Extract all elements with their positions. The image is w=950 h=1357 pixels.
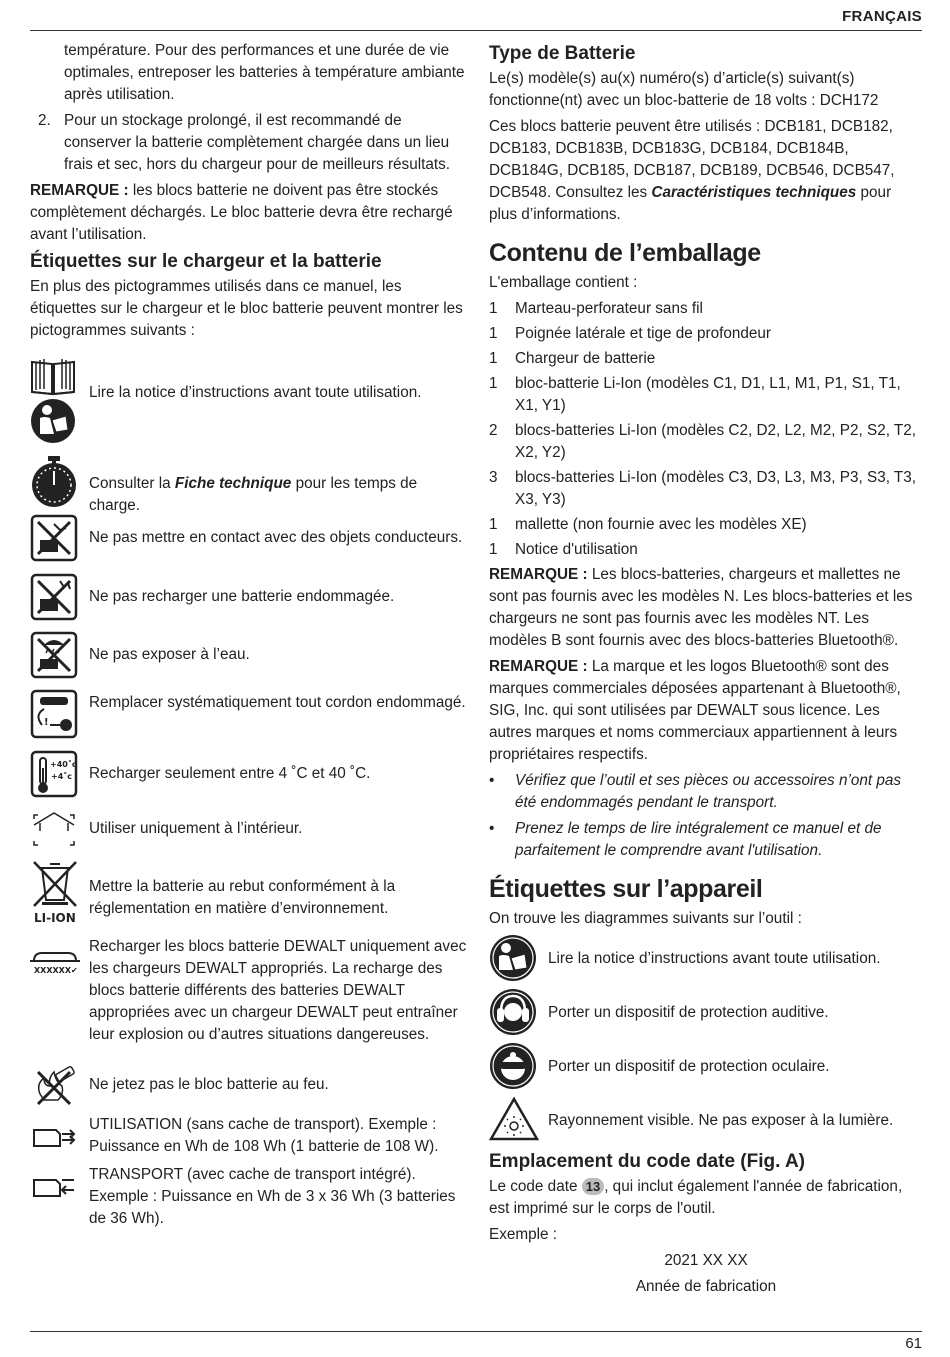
tool-label-read: Lire la notice d’instructions avant toute utilisation. bbox=[489, 934, 923, 984]
list-item-text: Pour un stockage prolongé, il est recommandé de conserver la batterie complètement chargée dans un lieu frais et sec, hors du chargeur pour de meilleurs résultats. bbox=[64, 112, 450, 173]
example-label: Exemple : bbox=[489, 1226, 558, 1243]
recycle-bin-icon bbox=[30, 858, 78, 928]
damaged-battery-icon bbox=[30, 573, 78, 621]
datasheet-emphasis: Fiche technique bbox=[174, 475, 292, 492]
pictogram-text: Ne pas recharger une batterie endommagée. bbox=[89, 588, 395, 605]
eye-protection-icon bbox=[489, 1042, 539, 1092]
date-code-heading: Emplacement du code date (Fig. A) bbox=[489, 1151, 806, 1172]
labels-intro: En plus des pictogrammes utilisés dans ce manuel, les étiquettes sur le chargeur et le bloc batterie peuvent montrer les pictogrammes suivants : bbox=[30, 278, 463, 339]
remark-paragraph: REMARQUE : La marque et les logos Bluetooth® sont des marques commerciales déposées appartenant à Bluetooth®, SIG, Inc. qui sont utilisées par DEWALT sous licence. Les autres marques et noms commerciaux appartiennent à leurs propriétaires respectifs. bbox=[489, 658, 901, 763]
model-code-label: XXXXXX✔ bbox=[34, 966, 78, 975]
list-item: 1 Chargeur de batterie bbox=[489, 350, 656, 367]
temp-high-label: +40˚c bbox=[50, 760, 77, 769]
list-item: 1 Notice d'utilisation bbox=[489, 541, 638, 558]
pictogram-text: Remplacer systématiquement tout cordon endommagé. bbox=[89, 694, 466, 711]
temp-low-label: +4˚c bbox=[51, 772, 73, 781]
svg-text:!: ! bbox=[44, 717, 49, 728]
contents-heading: Contenu de l’emballage bbox=[489, 239, 761, 267]
list-item-number: 2. bbox=[38, 112, 51, 129]
list-item: • Prenez le temps de lire intégralement ce manuel et de parfaitement le comprendre avant l'utilisation. bbox=[489, 820, 882, 859]
pictogram-text: Lire la notice d’instructions avant toute utilisation. bbox=[89, 384, 422, 401]
pictogram-text: Ne pas mettre en contact avec des objets conducteurs. bbox=[89, 529, 463, 546]
tool-label-radiation: Rayonnement visible. Ne pas exposer à la lumière. bbox=[489, 1096, 923, 1146]
right-column bbox=[489, 40, 923, 1302]
warning-bullets bbox=[489, 770, 923, 862]
pictogram-text: Recharger seulement entre 4 ˚C et 40 ˚C. bbox=[89, 765, 371, 782]
pictogram-text: UTILISATION (sans cache de transport). Exemple : Puissance en Wh de 108 Wh (1 batterie de 108 W). bbox=[89, 1116, 439, 1155]
list-item: 1 Poignée latérale et tige de profondeur bbox=[489, 325, 771, 342]
example-caption: Année de fabrication bbox=[635, 1278, 777, 1295]
usage-battery-icon bbox=[30, 1124, 78, 1150]
header-rule bbox=[30, 30, 922, 31]
battery-compat-paragraph: Ces blocs batterie peuvent être utilisés : DCB181, DCB182, DCB183, DCB183B, DCB183G, DCB184, DCB184B, DCB184G, DCB185, DCB187, DCB189, DCB546, DCB547, DCB548. Consultez les Caractéristiques techniques pour plus d’informations. bbox=[489, 118, 895, 223]
date-code-paragraph: Le code date 13 , qui inclut également l'année de fabrication, est imprimé sur le corps de l'outil. bbox=[489, 1178, 903, 1217]
ear-protection-icon bbox=[489, 988, 539, 1038]
left-column bbox=[30, 40, 466, 346]
list-item-text: température. Pour des performances et une durée de vie optimales, entreposer les batteries à température ambiante après utilisation. bbox=[64, 42, 465, 103]
list-item: 2 blocs-batteries Li-Ion (modèles C2, D2, L2, M2, P2, S2, T2, X2, Y2) bbox=[489, 422, 917, 461]
list-item: 1 bloc-batterie Li-Ion (modèles C1, D1, L1, M1, P1, S1, T1, X1, Y1) bbox=[489, 375, 901, 414]
charger-icon bbox=[30, 949, 78, 975]
list-item: 1 Marteau-perforateur sans fil bbox=[489, 300, 703, 317]
pictogram-text: Mettre la batterie au rebut conformément à la réglementation en matière d’environnement. bbox=[89, 878, 396, 917]
language-header: FRANÇAIS bbox=[842, 8, 922, 25]
specs-emphasis: Caractéristiques techniques bbox=[651, 184, 857, 201]
radiation-warning-icon bbox=[489, 1096, 539, 1146]
liion-label: LI-ION bbox=[34, 911, 76, 925]
pictogram-text: Ne jetez pas le bloc batterie au feu. bbox=[89, 1076, 329, 1093]
example-code: 2021 XX XX bbox=[664, 1252, 748, 1269]
read-instructions-icon bbox=[30, 398, 78, 444]
damaged-cord-icon bbox=[30, 689, 78, 739]
tool-label-eye: Porter un dispositif de protection oculaire. bbox=[489, 1042, 923, 1092]
book-icon bbox=[30, 356, 78, 396]
transport-battery-icon bbox=[30, 1174, 78, 1200]
list-item: 3 blocs-batteries Li-Ion (modèles C3, D3, L3, M3, P3, S3, T3, X3, Y3) bbox=[489, 469, 917, 508]
remark-text: les blocs batterie ne doivent pas être stockés complètement déchargés. Le bloc batterie devra être rechargé avant l’utilisation. bbox=[30, 182, 453, 243]
contents-list bbox=[489, 298, 923, 561]
labels-heading: Étiquettes sur le chargeur et la batterie bbox=[30, 251, 382, 272]
pictogram-text: Consulter la Fiche technique pour les temps de charge. bbox=[89, 475, 418, 514]
page-number: 61 bbox=[905, 1335, 922, 1352]
tool-labels-intro: On trouve les diagrammes suivants sur l’outil : bbox=[489, 910, 802, 927]
list-item bbox=[30, 40, 466, 106]
figure-callout-badge: 13 bbox=[582, 1178, 604, 1195]
tool-label-hearing: Porter un dispositif de protection auditive. bbox=[489, 988, 923, 1038]
battery-type-heading: Type de Batterie bbox=[489, 43, 636, 64]
list-item: • Vérifiez que l’outil et ses pièces ou accessoires n’ont pas été endommagés pendant le transport. bbox=[489, 772, 902, 811]
pictogram-text: TRANSPORT (avec cache de transport intégré). Exemple : Puissance en Wh de 3 x 36 Wh (3 batteries de 36 Wh). bbox=[89, 1166, 456, 1227]
remark-label: REMARQUE : bbox=[30, 182, 129, 199]
storage-list bbox=[30, 40, 466, 176]
remark-paragraph bbox=[30, 180, 466, 246]
pictogram-text: Ne pas exposer à l’eau. bbox=[89, 646, 250, 663]
thermometer-icon bbox=[30, 750, 78, 798]
no-water-icon bbox=[30, 631, 78, 679]
house-icon bbox=[30, 811, 78, 847]
no-conductive-icon bbox=[30, 514, 78, 562]
footer-rule bbox=[30, 1331, 922, 1332]
pictogram-text: Utiliser uniquement à l’intérieur. bbox=[89, 820, 303, 837]
list-item: 1 mallette (non fournie avec les modèles XE) bbox=[489, 516, 807, 533]
list-item bbox=[30, 110, 466, 176]
no-fire-icon bbox=[30, 1064, 78, 1112]
contents-intro: L'emballage contient : bbox=[489, 274, 638, 291]
remark-paragraph: REMARQUE : Les blocs-batteries, chargeurs et mallettes ne sont pas fournis avec les modèles N. Les blocs-batteries et les chargeurs ne sont pas fournis avec les modèles NT. Les modèles B sont fournis avec des blocs-batteries Bluetooth®. bbox=[489, 566, 913, 649]
stopwatch-icon bbox=[30, 456, 78, 508]
read-instructions-icon bbox=[489, 934, 539, 984]
battery-paragraph: Le(s) modèle(s) au(x) numéro(s) d’article(s) suivant(s) fonctionne(nt) avec un bloc-batterie de 18 volts : DCH172 bbox=[489, 70, 879, 109]
pictogram-text: Recharger les blocs batterie DEWALT uniquement avec les chargeurs DEWALT appropriés. La recharge des blocs batterie différents des batteries DEWALT appropriées avec un chargeur DEWALT peut entraîner leur explosion ou d’autres situations dangereuses. bbox=[89, 938, 467, 1043]
tool-labels-heading: Étiquettes sur l’appareil bbox=[489, 875, 763, 903]
